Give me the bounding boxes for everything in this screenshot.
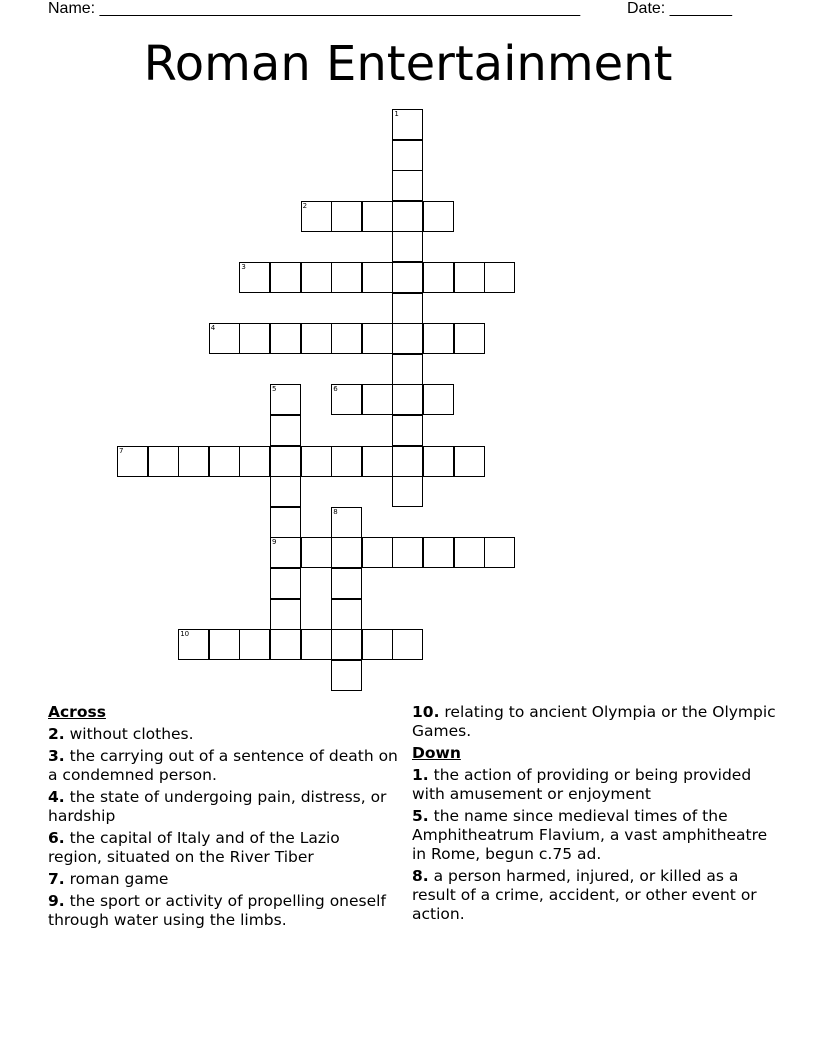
grid-cell[interactable] xyxy=(301,446,332,477)
grid-cell[interactable] xyxy=(392,201,423,232)
cell-number: 10 xyxy=(180,630,190,639)
clue-number: 4. xyxy=(48,788,65,806)
grid-cell[interactable] xyxy=(239,446,270,477)
grid-cell[interactable] xyxy=(392,354,423,385)
grid-cell[interactable] xyxy=(392,415,423,446)
cell-number: 2 xyxy=(302,201,308,210)
clue-down-5 xyxy=(412,807,782,864)
grid-cell[interactable] xyxy=(331,446,362,477)
grid-cell[interactable] xyxy=(362,323,393,354)
clue-number: 3. xyxy=(48,747,65,765)
grid-cell[interactable] xyxy=(484,262,515,293)
grid-cell[interactable] xyxy=(331,629,362,660)
grid-cell[interactable] xyxy=(392,323,423,354)
grid-cell[interactable] xyxy=(178,629,209,660)
grid-cell[interactable] xyxy=(301,629,332,660)
clue-text: the capital of Italy and of the Lazio region, situated on the River Tiber xyxy=(48,829,340,866)
name-line: Name: ______________________________________________________ xyxy=(48,0,581,17)
grid-cell[interactable] xyxy=(270,537,301,568)
grid-cell[interactable] xyxy=(362,384,393,415)
grid-cell[interactable] xyxy=(117,446,148,477)
grid-cell[interactable] xyxy=(270,446,301,477)
grid-cell[interactable] xyxy=(362,537,393,568)
grid-cell[interactable] xyxy=(392,170,423,201)
grid-cell[interactable] xyxy=(331,323,362,354)
grid-cell[interactable] xyxy=(392,293,423,324)
grid-cell[interactable] xyxy=(423,262,454,293)
grid-cell[interactable] xyxy=(239,629,270,660)
clue-number: 1. xyxy=(412,766,429,784)
grid-cell[interactable] xyxy=(331,660,362,691)
clue-number: 2. xyxy=(48,725,65,743)
grid-cell[interactable] xyxy=(270,599,301,630)
grid-cell[interactable] xyxy=(392,446,423,477)
clue-number: 6. xyxy=(48,829,65,847)
grid-cell[interactable] xyxy=(270,262,301,293)
grid-cell[interactable] xyxy=(270,323,301,354)
across-heading: Across xyxy=(48,703,106,721)
grid-cell[interactable] xyxy=(423,384,454,415)
grid-cell[interactable] xyxy=(301,262,332,293)
grid-cell[interactable] xyxy=(270,568,301,599)
grid-cell[interactable] xyxy=(270,507,301,538)
cell-number: 1 xyxy=(394,110,399,118)
grid-cell[interactable] xyxy=(392,537,423,568)
grid-cell[interactable] xyxy=(362,201,393,232)
clue-number: 9. xyxy=(48,892,65,910)
cell-number: 5 xyxy=(272,385,277,394)
grid-cell[interactable] xyxy=(331,599,362,630)
grid-cell[interactable] xyxy=(392,384,423,415)
grid-cell[interactable] xyxy=(301,537,332,568)
grid-cell[interactable] xyxy=(209,446,240,477)
grid-cell[interactable] xyxy=(392,231,423,262)
clue-text: without clothes. xyxy=(64,725,194,743)
clue-across-9 xyxy=(48,892,398,930)
grid-cell[interactable] xyxy=(301,201,332,232)
clue-text: the carrying out of a sentence of death on a condemned person. xyxy=(48,747,398,784)
grid-cell[interactable] xyxy=(454,537,485,568)
grid-cell[interactable] xyxy=(454,323,485,354)
clue-number: 7. xyxy=(48,870,65,888)
grid-cell[interactable] xyxy=(423,537,454,568)
clue-down-8 xyxy=(412,867,782,924)
grid-cell[interactable] xyxy=(392,109,423,140)
clue-across-2 xyxy=(48,725,398,744)
clue-number: 5. xyxy=(412,807,429,825)
grid-cell[interactable] xyxy=(239,323,270,354)
grid-cell[interactable] xyxy=(331,537,362,568)
clue-text: the action of providing or being provided with amusement or enjoyment xyxy=(412,766,752,803)
clue-number: 8. xyxy=(412,867,429,885)
grid-cell[interactable] xyxy=(239,262,270,293)
grid-cell[interactable] xyxy=(423,323,454,354)
clue-number: 10. xyxy=(412,703,440,721)
puzzle-title: Roman Entertainment xyxy=(143,36,673,92)
grid-cell[interactable] xyxy=(331,384,362,415)
cell-number: 9 xyxy=(272,538,277,547)
clue-across-6 xyxy=(48,829,398,867)
clue-across-3 xyxy=(48,747,398,785)
clue-across-10 xyxy=(412,703,782,741)
grid-cell[interactable] xyxy=(178,446,209,477)
clue-across-7 xyxy=(48,870,398,889)
grid-cell[interactable] xyxy=(331,201,362,232)
grid-cell[interactable] xyxy=(331,262,362,293)
grid-cell[interactable] xyxy=(392,476,423,507)
cell-number: 3 xyxy=(241,263,246,271)
clue-text: the name since medieval times of the Amphitheatrum Flavium, a vast amphitheatre in Rome, begun c.75 ad. xyxy=(412,807,768,863)
grid-cell[interactable] xyxy=(301,323,332,354)
grid-cell[interactable] xyxy=(454,262,485,293)
grid-cell[interactable] xyxy=(362,262,393,293)
cell-number: 4 xyxy=(210,324,216,333)
grid-cell[interactable] xyxy=(392,262,423,293)
clue-down-1 xyxy=(412,766,782,804)
grid-cell[interactable] xyxy=(331,568,362,599)
grid-cell[interactable] xyxy=(362,629,393,660)
grid-cell[interactable] xyxy=(209,629,240,660)
grid-cell[interactable] xyxy=(423,446,454,477)
grid-cell[interactable] xyxy=(362,446,393,477)
clue-text: roman game xyxy=(64,870,169,888)
clue-text: a person harmed, injured, or killed as a result of a crime, accident, or other event or action. xyxy=(412,867,757,923)
grid-cell[interactable] xyxy=(331,507,362,538)
grid-cell[interactable] xyxy=(270,629,301,660)
cell-number: 6 xyxy=(333,385,338,394)
date-line: Date: _______ xyxy=(627,0,732,17)
clues-right-column xyxy=(412,703,782,927)
grid-cell[interactable] xyxy=(270,476,301,507)
grid-cell[interactable] xyxy=(484,537,515,568)
clue-text: the sport or activity of propelling oneself through water using the limbs. xyxy=(48,892,386,929)
clue-across-4 xyxy=(48,788,398,826)
clue-text: relating to ancient Olympia or the Olympic Games. xyxy=(412,703,776,740)
grid-cell[interactable] xyxy=(270,384,301,415)
grid-cell[interactable] xyxy=(454,446,485,477)
cell-number: 7 xyxy=(119,446,124,455)
grid-cell[interactable] xyxy=(392,629,423,660)
down-heading: Down xyxy=(412,744,461,762)
clue-text: the state of undergoing pain, distress, or hardship xyxy=(48,788,387,825)
grid-cell[interactable] xyxy=(392,140,423,171)
cell-number: 8 xyxy=(333,507,338,516)
grid-cell[interactable] xyxy=(209,323,240,354)
grid-cell[interactable] xyxy=(148,446,179,477)
grid-cell[interactable] xyxy=(270,415,301,446)
grid-cell[interactable] xyxy=(423,201,454,232)
clues-left-column xyxy=(48,703,398,933)
